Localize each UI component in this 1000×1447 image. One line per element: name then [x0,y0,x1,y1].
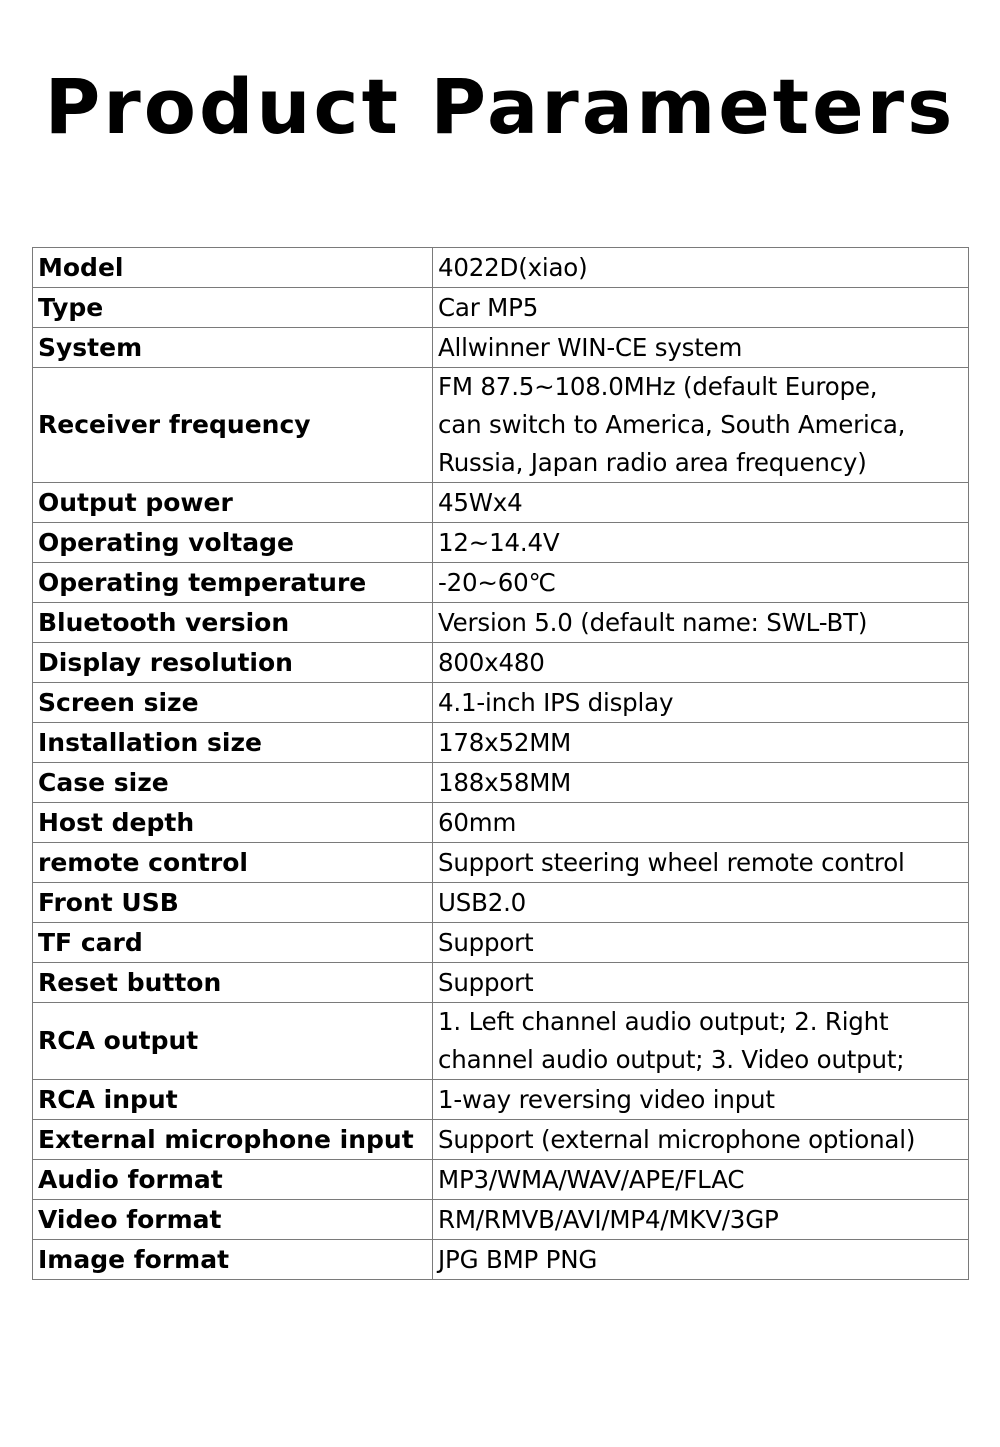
spec-label: Receiver frequency [33,368,433,483]
spec-label: Output power [33,483,433,523]
spec-label: Reset button [33,963,433,1003]
spec-value-line: channel audio output; 3. Video output; [438,1045,905,1074]
spec-label: System [33,328,433,368]
spec-value-line: 60mm [438,807,517,837]
spec-value-line: JPG BMP PNG [438,1244,598,1274]
spec-label: Operating temperature [33,563,433,603]
spec-value [433,483,969,523]
spec-value [433,523,969,563]
spec-value-line: can switch to America, South America, [438,410,906,439]
spec-value [433,723,969,763]
spec-value [433,328,969,368]
table-row [33,683,969,723]
spec-value [433,683,969,723]
spec-value-line: Support [438,927,534,957]
spec-value [433,843,969,883]
spec-value-line: Support [438,967,534,997]
spec-value [433,763,969,803]
spec-value [433,803,969,843]
spec-value-line: 1. Left channel audio output; 2. Right [438,1007,889,1036]
spec-value-line: 1-way reversing video input [438,1084,775,1114]
table-row [33,1160,969,1200]
spec-label: Screen size [33,683,433,723]
spec-value [433,248,969,288]
spec-label: Type [33,288,433,328]
table-row [33,1200,969,1240]
spec-value [433,1240,969,1280]
spec-label: TF card [33,923,433,963]
spec-value [433,1120,969,1160]
spec-value [433,563,969,603]
spec-value [433,1160,969,1200]
table-row [33,288,969,328]
spec-value-line: -20~60℃ [438,567,556,597]
table-row [33,883,969,923]
spec-label: Model [33,248,433,288]
spec-value [433,963,969,1003]
spec-label: Video format [33,1200,433,1240]
spec-value-line: 45Wx4 [438,487,523,517]
spec-value-line: Support steering wheel remote control [438,847,905,877]
table-row [33,328,969,368]
table-row [33,1120,969,1160]
table-row [33,843,969,883]
spec-label: Operating voltage [33,523,433,563]
spec-value-line: Allwinner WIN-CE system [438,332,743,362]
spec-value [433,1080,969,1120]
spec-value-line: 4022D(xiao) [438,252,588,282]
spec-value [433,288,969,328]
spec-value [433,643,969,683]
table-row [33,1003,969,1080]
spec-label: Image format [33,1240,433,1280]
spec-value-line: MP3/WMA/WAV/APE/FLAC [438,1164,745,1194]
spec-label: External microphone input [33,1120,433,1160]
table-row [33,563,969,603]
spec-label: RCA input [33,1080,433,1120]
spec-table-body [33,248,969,1280]
table-row [33,923,969,963]
spec-label: Installation size [33,723,433,763]
spec-label: RCA output [33,1003,433,1080]
spec-value-line: 4.1-inch IPS display [438,687,674,717]
table-row [33,603,969,643]
spec-label: Display resolution [33,643,433,683]
table-row [33,368,969,483]
spec-value [433,1003,969,1080]
table-row [33,1240,969,1280]
spec-value [433,368,969,483]
spec-label: Case size [33,763,433,803]
spec-value-line: Car MP5 [438,292,539,322]
table-row [33,1080,969,1120]
page-title: Product Parameters [44,62,956,151]
table-row [33,803,969,843]
spec-label: Audio format [33,1160,433,1200]
spec-value-line: 178x52MM [438,727,572,757]
spec-label: Front USB [33,883,433,923]
table-row [33,483,969,523]
spec-value-line: 188x58MM [438,767,572,797]
spec-value-line: 12~14.4V [438,527,560,557]
table-row [33,523,969,563]
table-row [33,248,969,288]
spec-value [433,883,969,923]
table-row [33,763,969,803]
spec-table [32,247,969,1280]
spec-value [433,603,969,643]
spec-label: Bluetooth version [33,603,433,643]
spec-value [433,923,969,963]
spec-value-line: USB2.0 [438,887,527,917]
table-row [33,963,969,1003]
spec-label: remote control [33,843,433,883]
spec-label: Host depth [33,803,433,843]
spec-value-line: Russia, Japan radio area frequency) [438,448,867,477]
spec-value-line: Support (external microphone optional) [438,1124,916,1154]
spec-value-line: FM 87.5~108.0MHz (default Europe, [438,372,878,401]
spec-value-line: Version 5.0 (default name: SWL-BT) [438,607,868,637]
spec-value-line: 800x480 [438,647,545,677]
spec-value-line: RM/RMVB/AVI/MP4/MKV/3GP [438,1204,779,1234]
table-row [33,643,969,683]
spec-value [433,1200,969,1240]
table-row [33,723,969,763]
